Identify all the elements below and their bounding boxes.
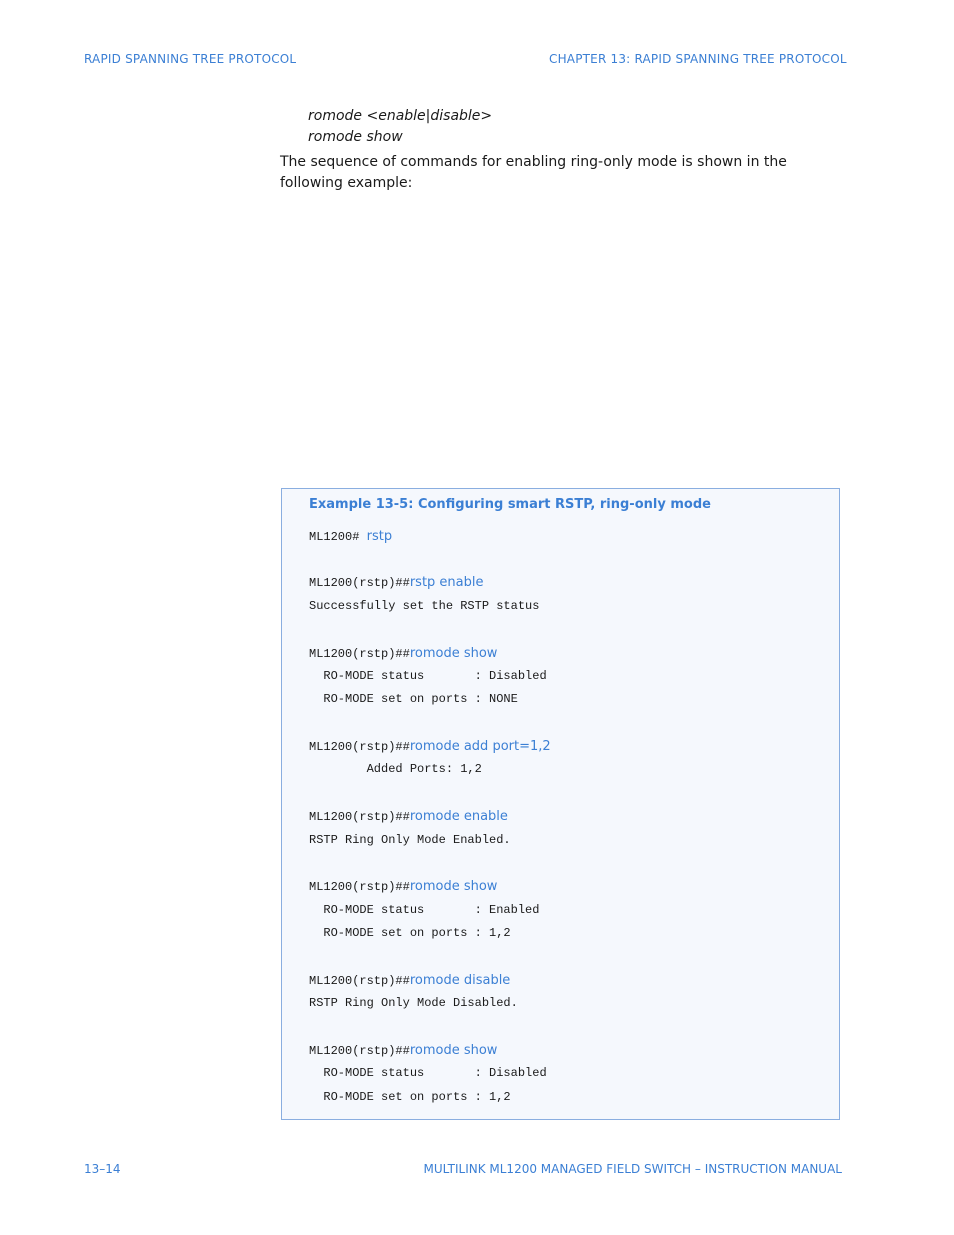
running-header-left: RAPID SPANNING TREE PROTOCOL [84, 52, 297, 66]
code-line [309, 973, 510, 988]
body-paragraph: The sequence of commands for enabling ring-only mode is shown in the following example: [280, 154, 787, 191]
command: rstp enable [409, 575, 484, 590]
code-output: RO-MODE set on ports : 1,2 [309, 1090, 511, 1104]
prompt: ML1200(rstp)## [309, 880, 410, 894]
prompt: ML1200(rstp)## [309, 1044, 410, 1058]
running-header-right: CHAPTER 13: RAPID SPANNING TREE PROTOCOL [549, 52, 847, 66]
code-output: RO-MODE set on ports : NONE [309, 692, 518, 706]
code-output: Successfully set the RSTP status [309, 599, 540, 613]
code-output: RSTP Ring Only Mode Disabled. [309, 996, 518, 1010]
code-line [309, 879, 497, 894]
code-output: RO-MODE set on ports : 1,2 [309, 926, 511, 940]
syntax-line: romode show [308, 129, 403, 145]
command: romode add port=1,2 [409, 739, 551, 754]
running-footer-title: MULTILINK ML1200 MANAGED FIELD SWITCH – INSTRUCTION MANUAL [423, 1162, 842, 1176]
code-output: Added Ports: 1,2 [309, 762, 482, 776]
code-output: RSTP Ring Only Mode Enabled. [309, 833, 511, 847]
prompt: ML1200(rstp)## [309, 974, 410, 988]
command: romode enable [409, 809, 508, 824]
command: romode show [409, 879, 498, 894]
page-number: 13–14 [84, 1162, 121, 1176]
example-title: Example 13-5: Configuring smart RSTP, ring-only mode [309, 497, 711, 512]
code-line [309, 739, 551, 754]
code-line [309, 646, 497, 661]
prompt: ML1200(rstp)## [309, 740, 410, 754]
code-output: RO-MODE status : Enabled [309, 903, 540, 917]
command: romode show [409, 1043, 498, 1058]
code-output: RO-MODE status : Disabled [309, 669, 547, 683]
example-box [281, 488, 840, 1120]
code-output: RO-MODE status : Disabled [309, 1066, 547, 1080]
command: romode disable [409, 973, 511, 988]
syntax-line: romode <enable|disable> [308, 108, 493, 124]
code-line [309, 1043, 497, 1058]
prompt: ML1200(rstp)## [309, 810, 410, 824]
code-line [309, 809, 508, 824]
code-line [309, 575, 484, 590]
prompt: ML1200(rstp)## [309, 576, 410, 590]
command: romode show [409, 646, 498, 661]
command: rstp [366, 529, 393, 544]
code-line [309, 529, 392, 544]
prompt: ML1200# [309, 530, 367, 544]
prompt: ML1200(rstp)## [309, 647, 410, 661]
